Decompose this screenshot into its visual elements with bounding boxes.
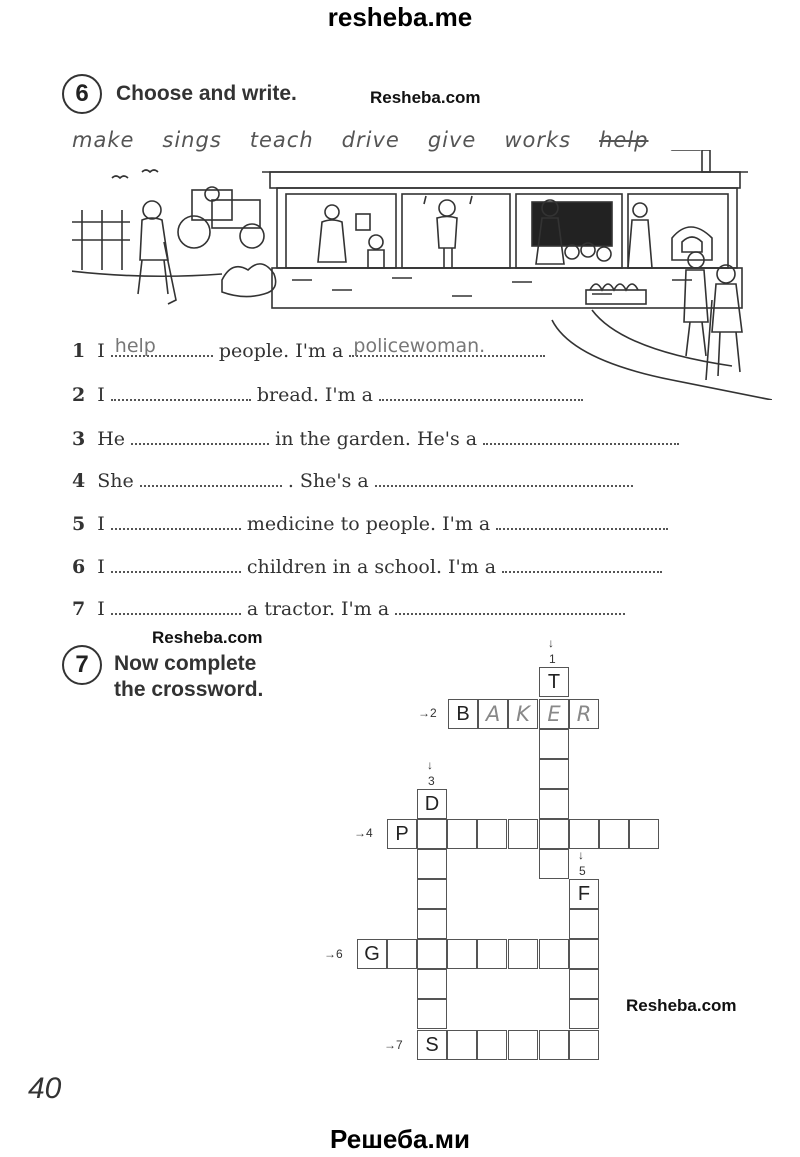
crossword-cell[interactable] [477,1030,507,1060]
word-give: give [427,128,477,152]
crossword-cell[interactable] [539,849,569,879]
crossword-cell[interactable] [539,789,569,819]
sentence-number: 2 [72,384,86,406]
crossword-cell[interactable] [569,999,599,1029]
exercise-7-title-line: Now complete [114,652,257,675]
sentence-5 [72,513,668,535]
clue-5-number: 5 [579,864,586,878]
sentence-text: in the garden. He's a [275,428,478,450]
sentence-text: I [97,513,105,535]
watermark: Resheba.com [152,628,263,647]
clue-3-arrow: ↓ [427,758,433,772]
crossword-cell[interactable] [539,759,569,789]
crossword-cell[interactable] [417,819,447,849]
answer-blank-1a[interactable] [111,335,213,357]
clue-3-number: 3 [428,774,435,788]
clue-1-number: 1 [549,652,556,666]
clue-2-number: 2 [430,706,437,720]
answer-blank-3b[interactable] [483,429,679,445]
crossword-cell[interactable] [387,939,417,969]
crossword-cell[interactable]: G [357,939,387,969]
site-header: resheba.me [327,2,473,32]
sentence-text: She [97,470,134,492]
answer-blank-3a[interactable] [131,429,269,445]
sentence-number: 6 [72,556,86,578]
answer-blank-7b[interactable] [395,599,625,615]
exercise-7-title [114,651,263,703]
sentence-2 [72,384,583,406]
answer-blank-7a[interactable] [111,599,241,615]
sentence-text: I [97,598,105,620]
sentence-text: He [97,428,126,450]
sentence-number: 1 [72,340,86,362]
crossword-cell[interactable]: S [417,1030,447,1060]
crossword-cell[interactable] [508,1030,538,1060]
crossword-cell[interactable] [569,939,599,969]
answer-blank-2a[interactable] [111,385,251,401]
sentence-text: bread. I'm a [256,384,374,406]
sentence-text: . She's a [287,470,369,492]
sentence-number: 5 [72,513,86,535]
crossword-cell[interactable] [477,819,507,849]
clue-7-number: 7 [396,1038,403,1052]
page-number: 40 [28,1072,62,1105]
crossword-cell[interactable] [417,849,447,879]
answer-blank-5a[interactable] [111,514,241,530]
crossword-cell[interactable]: B [448,699,478,729]
clue-6-number: 6 [336,947,343,961]
answer-blank-2b[interactable] [379,385,583,401]
exercise-7-title-line: the crossword. [114,678,264,701]
handwritten-answer: help [114,335,156,357]
answer-blank-4a[interactable] [140,471,282,487]
crossword-cell[interactable]: K [508,699,538,729]
answer-blank-5b[interactable] [496,514,668,530]
crossword-cell[interactable] [508,939,538,969]
sentence-6 [72,556,662,578]
sentence-text: I [97,384,105,406]
word-help: help [599,128,649,152]
watermark: Resheba.com [626,996,737,1015]
crossword-cell[interactable] [629,819,659,849]
answer-blank-6b[interactable] [502,557,662,573]
sentence-text: I [97,340,105,362]
sentence-text: medicine to people. I'm a [246,513,491,535]
crossword-cell[interactable]: P [387,819,417,849]
crossword-cell[interactable] [417,879,447,909]
clue-7-label: →7 [384,1038,403,1052]
clue-4-label: →4 [354,826,373,840]
clue-4-number: 4 [366,826,373,840]
crossword-cell[interactable] [508,819,538,849]
crossword-cell[interactable] [417,939,447,969]
crossword-cell[interactable]: F [569,879,599,909]
crossword-cell[interactable] [539,729,569,759]
crossword-cell[interactable] [417,909,447,939]
clue-2-label: →2 [418,706,437,720]
sentence-3 [72,428,679,450]
word-works: works [504,128,572,152]
crossword-cell[interactable] [539,939,569,969]
crossword-cell[interactable] [569,819,599,849]
handwritten-answer: policewoman. [353,335,486,357]
crossword-cell[interactable] [569,1030,599,1060]
sentence-1 [72,335,545,362]
word-make: make [72,128,135,152]
crossword-cell[interactable]: A [478,699,508,729]
exercise-6-number: 6 [62,74,102,114]
crossword-cell[interactable] [417,999,447,1029]
sentence-7 [72,598,625,620]
sentence-text: I [97,556,105,578]
sentence-number: 4 [72,470,86,492]
exercise-7-number: 7 [62,645,102,685]
crossword-cell[interactable] [477,939,507,969]
sentence-number: 7 [72,598,86,620]
crossword-cell[interactable] [447,1030,477,1060]
illustration-town-scene [72,150,772,400]
sentence-text: children in a school. I'm a [246,556,497,578]
crossword-cell[interactable] [569,969,599,999]
crossword-cell[interactable]: R [569,699,599,729]
word-drive: drive [341,128,400,152]
clue-1-arrow: ↓ [548,636,554,650]
sentence-text: a tractor. I'm a [246,598,390,620]
answer-blank-4b[interactable] [375,471,633,487]
sentence-4 [72,470,633,492]
crossword-cell[interactable]: E [539,699,569,729]
crossword-cell[interactable] [599,819,629,849]
crossword-cell[interactable]: T [539,667,569,697]
clue-6-label: →6 [324,947,343,961]
word-sings: sings [162,128,222,152]
crossword-cell[interactable] [447,819,477,849]
crossword-cell[interactable] [569,909,599,939]
crossword-cell[interactable]: D [417,789,447,819]
word-bank [72,128,677,152]
site-footer: Решеба.ми [330,1124,470,1154]
watermark: Resheba.com [370,88,481,107]
crossword-cell[interactable] [447,939,477,969]
clue-5-arrow: ↓ [578,848,584,862]
sentence-text: people. I'm a [218,340,344,362]
exercise-6-title: Choose and write. [116,82,297,105]
answer-blank-6a[interactable] [111,557,241,573]
crossword-cell[interactable] [539,1030,569,1060]
crossword-cell[interactable] [417,969,447,999]
answer-blank-1b[interactable] [349,335,545,357]
sentence-number: 3 [72,428,86,450]
crossword-cell[interactable] [539,819,569,849]
word-teach: teach [249,128,314,152]
